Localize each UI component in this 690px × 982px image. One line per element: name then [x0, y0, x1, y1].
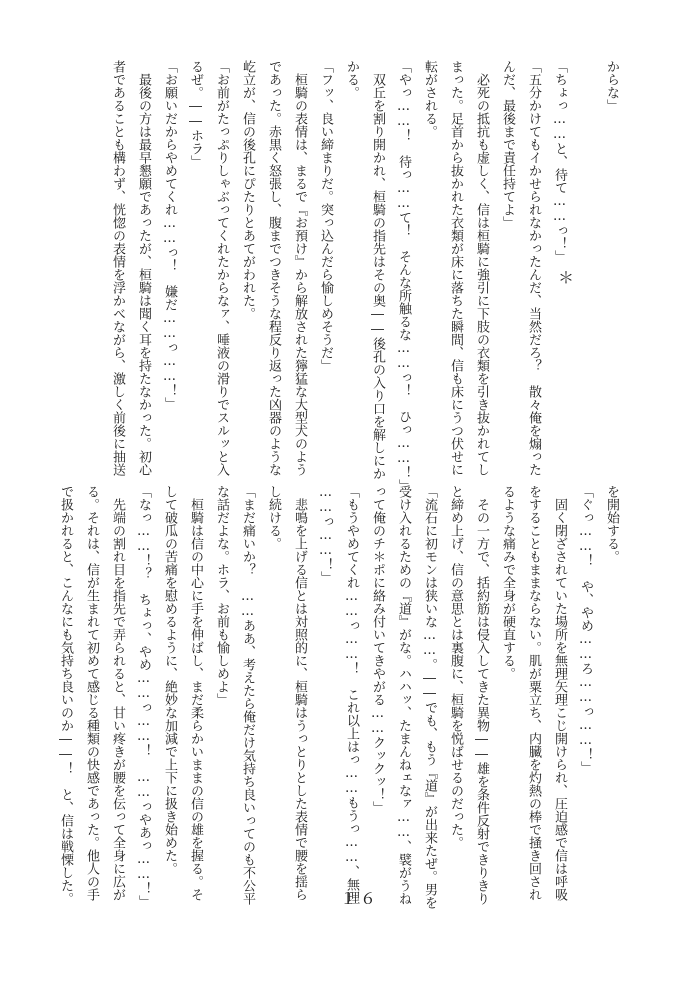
text-line: 「五分かけてもイかせられなかったんだ、当然だろ？ 散々俺を煽った: [526, 60, 541, 476]
text-line: って俺のチ＊ポに絡み付いてきやがる……クックッ！」: [370, 485, 385, 814]
text-line: 必死の抵抗も虚しく、信は桓騎に強引に下肢の衣類を引き抜かれてし: [474, 60, 489, 476]
text-line: 受け入れるための『道』がな。ハハッ、たまんねェなァ……、襞がうね: [396, 485, 411, 905]
text-line: 「流石に初モンは狭いな……。――でも、もう『道』が出来たぜ。男を: [422, 485, 437, 909]
text-line: 「フッ、良い締まりだ。突っ込んだら愉しめそうだ」: [318, 60, 333, 372]
text-line: であった。赤黒く怒張し、腹までつきそうな程反り返った凶器のような: [266, 60, 281, 476]
page-number: １６: [340, 889, 381, 908]
text-line: 先端の割れ目を指先で弄られると、甘い疼きが腰を伝って全身に広が: [110, 485, 125, 901]
text-line: 双丘を割り開かれ、桓騎の指先はその奥――後孔の入り口を解しにか: [370, 60, 385, 480]
text-line: を開始する。: [604, 485, 619, 563]
text-line: と締め上げ、信の意思とは裏腹に、桓騎を悦ばせるのだった。: [448, 485, 463, 849]
text-line: 転がされる。: [422, 60, 437, 138]
text-line: して破瓜の苦痛を慰めるように、絶妙な加減で上下に扱き始めた。: [162, 485, 177, 875]
text-line: まった。足首から抜かれた衣類が床に落ちた瞬間、信も床にうつ伏せに: [448, 60, 463, 476]
text-line: る。それは、信が生まれて初めて感じる種類の快感であった。他人の手: [84, 485, 99, 901]
text-line: 「なっ……！？ ちょっ、やめ……っ……！ ……っやあっ……！」: [136, 485, 151, 908]
text-line: 「やっ……！ 待っ……て！ そんな所触るな……っ！ ひっ……！」: [396, 60, 411, 492]
text-line: をすることもままならない。肌が粟立ち、内臓を灼熱の棒で掻き回され: [526, 485, 541, 901]
text-line: 屹立が、信の後孔にぴたりとあてがわれた。: [240, 60, 255, 320]
text-line: 桓騎の表情は、まるで『お預け』から解放された獰猛な大型犬のよう: [292, 60, 307, 476]
text-line: 「お願いだからやめてくれ……っ！ 嫌だ……っ……！」: [162, 60, 177, 410]
upper-text-block: [64, 60, 624, 492]
text-line: で扱かれると、こんなにも気持ち良いのか――！ と、信は戦慄した。: [58, 485, 73, 905]
text-line: し続ける。: [266, 485, 281, 550]
text-line: んだ、最後まで責任持てよ」: [500, 60, 515, 229]
text-line: 固く閉ざされていた場所を無理矢理こじ開けられ、圧迫感で信は呼吸: [552, 485, 567, 901]
text-line: るぜ。――ホラ」: [188, 60, 203, 168]
text-line: ……っ……！」: [318, 485, 333, 584]
text-line: かる。: [344, 60, 359, 99]
text-line: 「お前がたっぷりしゃぶってくれたからなァ、唾液の滑りでスルッと入: [214, 60, 229, 476]
scene-separator: ＊: [558, 268, 575, 287]
text-line: 桓騎は信の中心に手を伸ばし、まだ柔らかいままの信の雄を握る。そ: [188, 485, 203, 901]
text-line: その一方で、括約筋は侵入してきた異物――雄を条件反射できりきり: [474, 485, 489, 905]
text-line: [572, 60, 598, 440]
text-line: 「ちょっ……と、待て……っ！」: [552, 60, 567, 263]
text-line: 者であることも構わず、恍惚の表情を浮かべながら、激しく前後に抽送: [110, 60, 125, 476]
text-line: 最後の方は最早懇願であったが、桓騎は聞く耳を持たなかった。初心: [136, 60, 151, 476]
text-line: 「ぐっ……！ や、やめ……ろ……っ……！」: [578, 485, 593, 774]
text-line: からな」: [604, 60, 619, 112]
text-line: 悲鳴を上げる信とは対照的に、桓騎はうっとりとした表情で腰を揺ら: [292, 485, 307, 901]
text-line: 「もうやめてくれ……っ……！ これ以上はっ……もうっ……、無理: [344, 485, 359, 904]
text-line: な話だよな。ホラ、お前も愉しめよ」: [214, 485, 229, 706]
text-line: るような痛みで全身が硬直する。: [500, 485, 515, 680]
text-line: 「まだ痛いか？ ……ああ、考えたら俺だけ気持ち良いってのも不公平: [240, 485, 255, 905]
